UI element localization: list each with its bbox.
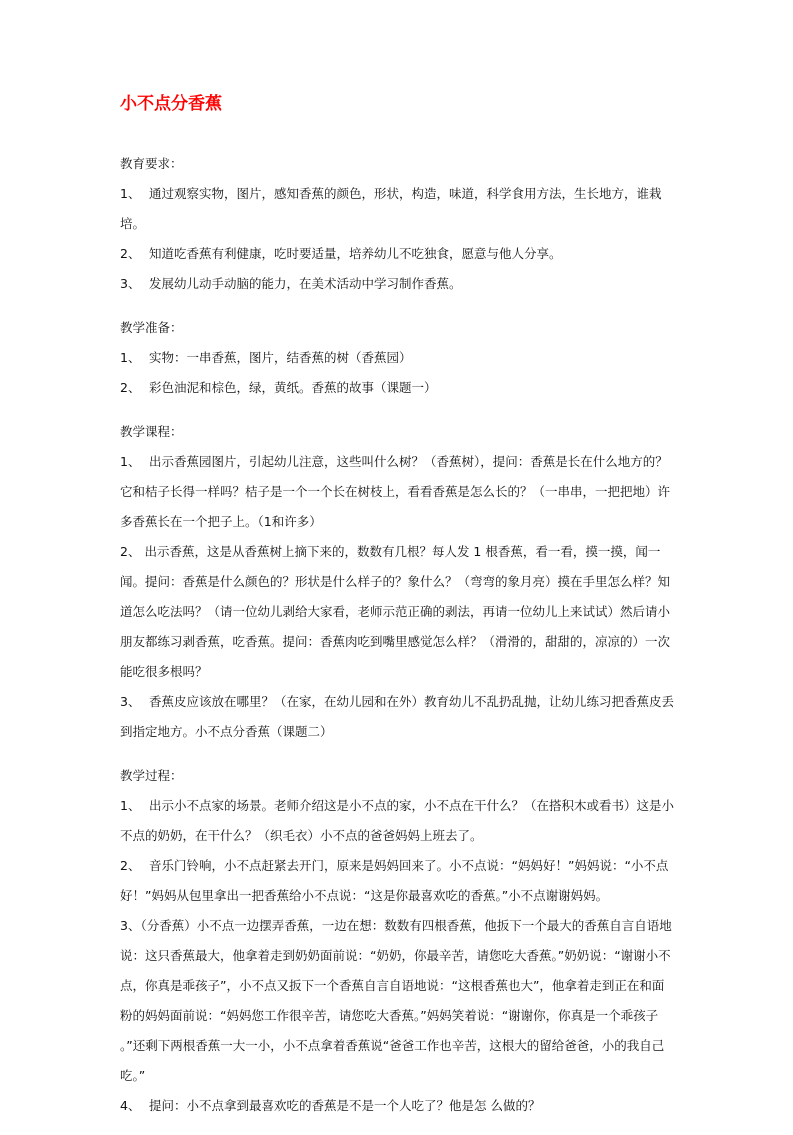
item-number: 2、: [120, 246, 141, 261]
section-teaching-course: [120, 417, 675, 747]
item-number: 3、: [120, 276, 141, 291]
item-text: 通过观察实物，图片，感知香蕉的颜色，形状，构造，味道，科学食用方法，生长地方，谁栽培。: [120, 186, 662, 231]
item-number: 4、: [120, 1098, 141, 1113]
item-number: 2、: [120, 858, 141, 873]
document-page: [120, 92, 675, 1135]
item-number: 2、: [120, 544, 141, 559]
list-item: [120, 537, 675, 687]
item-text: （分香蕉）小不点一边摆弄香蕉，一边在想：数数有四根香蕉，他扳下一个最大的香蕉自言自语地说：这只香蕉最大，他拿着走到奶奶面前说：“奶奶，你最辛苦，请您吃大香蕉。”奶奶说：“谢谢小不点，你真是乖孩子”，小不点又扳下一个香蕉自言自语地说：“这根香蕉也大”，他拿着走到正在和面粉的妈妈面前说：“妈妈您工作很辛苦，请您吃大香蕉。”妈妈笑着说：“谢谢你，你真是一个乖孩子 。”还剩下两根香蕉一大一小，小不点拿着香蕉说“爸爸工作也辛苦，这根大的留给爸爸，小的我自己吃。”: [120, 918, 672, 1083]
item-text: 提问：小不点拿到最喜欢吃的香蕉是不是一个人吃了？他是怎 么做的？: [148, 1098, 541, 1113]
item-number: 2、: [120, 380, 141, 395]
document-title: 小不点分香蕉: [120, 94, 222, 114]
item-number: 1、: [120, 350, 141, 365]
item-text: 音乐门铃响，小不点赶紧去开门，原来是妈妈回来了。小不点说：“妈妈好！”妈妈说：“小不点好！”妈妈从包里拿出一把香蕉给小不点说：“这是你最喜欢吃的香蕉。”小不点谢谢妈妈。: [120, 858, 669, 903]
item-number: 3、: [120, 918, 141, 933]
list-item: [120, 911, 675, 1091]
item-text: 出示香蕉园图片，引起幼儿注意，这些叫什么树？（香蕉树），提问：香蕉是长在什么地方的？它和桔子长得一样吗？桔子是一个一个长在树枝上，看看香蕉是怎么长的？（一串串，一把把地）许多香蕉长在一个把子上。（1和许多）: [120, 454, 671, 529]
list-item: [120, 851, 675, 911]
item-text: 彩色油泥和棕色，绿，黄纸。香蕉的故事（课题一）: [148, 380, 437, 395]
item-text: 香蕉皮应该放在哪里？（在家，在幼儿园和在外）教育幼儿不乱扔乱抛，让幼儿练习把香蕉皮丢到指定地方。小不点分香蕉（课题二）: [120, 694, 674, 739]
list-item: [120, 373, 675, 403]
item-number: 1、: [120, 454, 141, 469]
item-number: 3、: [120, 694, 141, 709]
item-text: 知道吃香蕉有利健康，吃时要适量，培养幼儿不吃独食，愿意与他人分享。: [148, 246, 562, 261]
list-item: [120, 269, 675, 299]
section-heading: 教学课程：: [120, 424, 183, 439]
item-text: 出示香蕉，这是从香蕉树上摘下来的，数数有几根？每人发 1 根香蕉，看一看，摸一摸，闻一闻。提问：香蕉是什么颜色的？形状是什么样子的？象什么？（弯弯的象月亮）摸在手里怎么样？知道怎么吃法吗？（请一位幼儿剥给大家看，老师示范正确的剥法，再请一位幼儿上来试试）然后请小朋友都练习剥香蕉，吃香蕉。提问：香蕉肉吃到嘴里感觉怎么样？（滑滑的，甜甜的，凉凉的）一次能吃很多根吗？: [120, 544, 671, 679]
list-item: [120, 687, 675, 747]
item-number: 1、: [120, 798, 141, 813]
list-item: [120, 179, 675, 239]
item-number: 1、: [120, 186, 141, 201]
section-education-requirements: [120, 149, 675, 299]
section-heading: 教学准备：: [120, 320, 183, 335]
list-item: [120, 1091, 675, 1121]
list-item: [120, 791, 675, 851]
item-text: 实物：一串香蕉，图片，结香蕉的树（香蕉园）: [148, 350, 412, 365]
item-text: 发展幼儿动手动脑的能力，在美术活动中学习制作香蕉。: [148, 276, 462, 291]
list-item: [120, 343, 675, 373]
item-text: 出示小不点家的场景。老师介绍这是小不点的家，小不点在干什么？（在搭积木或看书）这是小不点的奶奶，在干什么？（织毛衣）小不点的爸爸妈妈上班去了。: [120, 798, 674, 843]
section-heading: 教育要求：: [120, 156, 183, 171]
list-item: [120, 447, 675, 537]
list-item: [120, 239, 675, 269]
section-heading: 教学过程：: [120, 768, 183, 783]
section-teaching-preparation: [120, 313, 675, 403]
section-teaching-process: [120, 761, 675, 1121]
